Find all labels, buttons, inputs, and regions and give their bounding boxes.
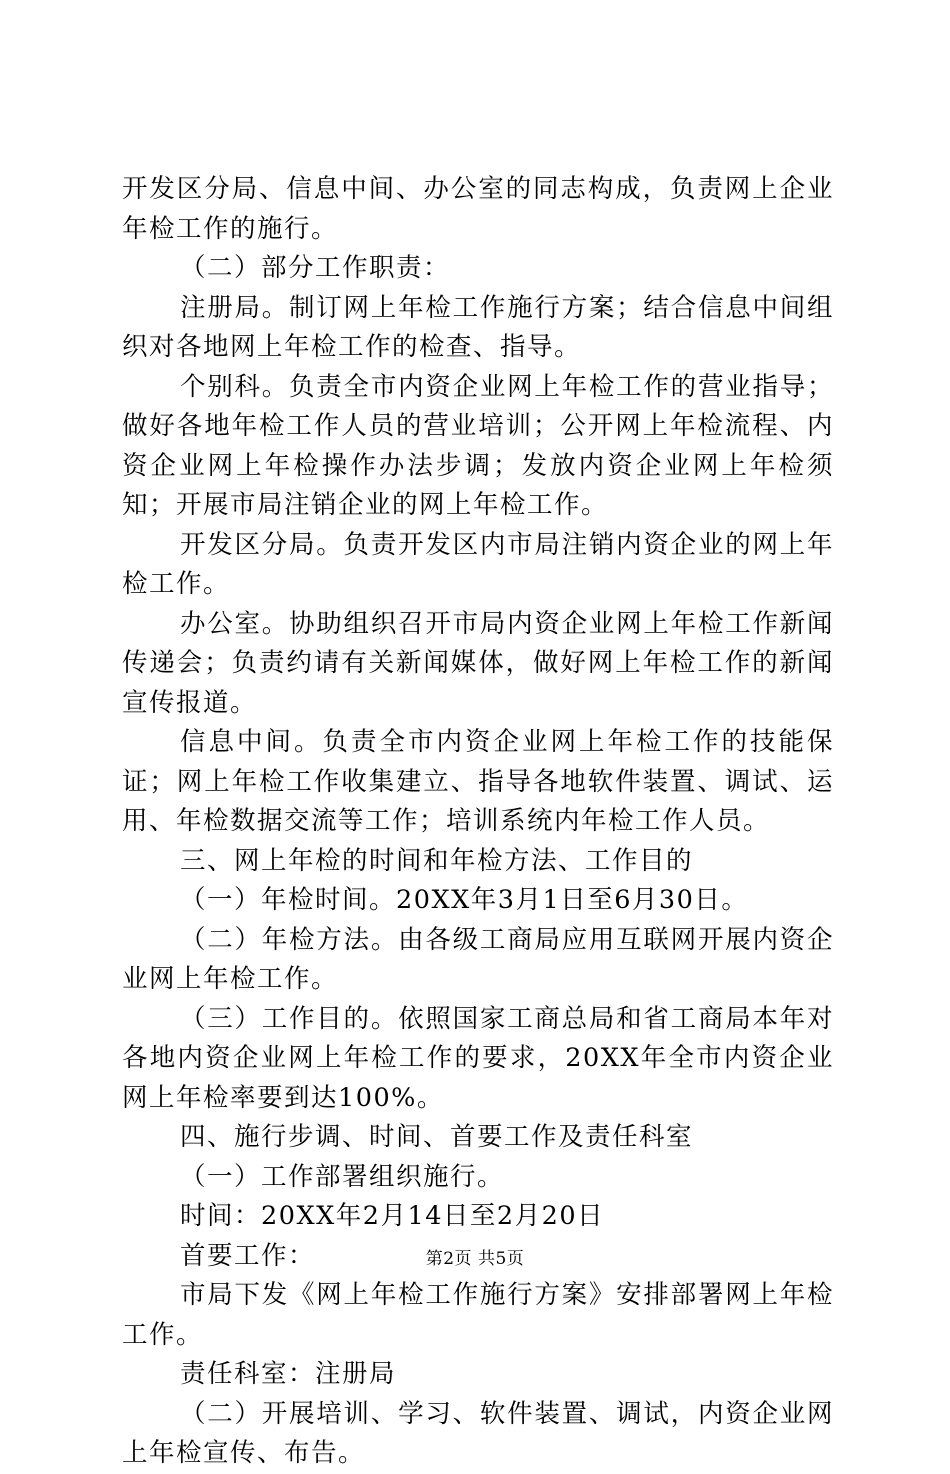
paragraph: （二）开展培训、学习、软件装置、调试，内资企业网上年检宣传、布告。: [122, 1398, 834, 1468]
paragraph: （一）年检时间。20XX年3月1日至6月30日。: [180, 885, 749, 915]
paragraph: （二）年检方法。由各级工商局应用互联网开展内资企业网上年检工作。: [122, 924, 834, 994]
paragraph: 个别科。负责全市内资企业网上年检工作的营业指导；做好各地年检工作人员的营业培训；公开网上年检流程、内资企业网上年检操作办法步调；发放内资企业网上年检须知；开展市局注销企业的网上年检工作。: [122, 371, 834, 520]
paragraph: （三）工作目的。依照国家工商总局和省工商局本年对各地内资企业网上年检工作的要求，20XX年全市内资企业网上年检率要到达100%。: [122, 1003, 834, 1113]
paragraph: 开发区分局。负责开发区内市局注销内资企业的网上年检工作。: [122, 529, 834, 599]
paragraph: 开发区分局、信息中间、办公室的同志构成，负责网上企业年检工作的施行。: [122, 174, 834, 244]
paragraph: 首要工作：: [180, 1240, 316, 1271]
paragraph: 责任科室：注册局: [180, 1359, 397, 1389]
paragraph: 市局下发《网上年检工作施行方案》安排部署网上年检工作。: [122, 1280, 834, 1350]
document-body: [122, 170, 834, 1474]
page-number-footer: 第2页 共5页: [425, 1249, 525, 1269]
paragraph: 时间：20XX年2月14日至2月20日: [180, 1201, 605, 1231]
paragraph: （二）部分工作职责：: [180, 253, 451, 283]
section-heading: 四、施行步调、时间、首要工作及责任科室: [180, 1122, 694, 1152]
paragraph: （一）工作部署组织施行。: [180, 1161, 505, 1192]
paragraph: 信息中间。负责全市内资企业网上年检工作的技能保证；网上年检工作收集建立、指导各地软件装置、调试、运用、年检数据交流等工作；培训系统内年检工作人员。: [122, 727, 834, 836]
paragraph: 注册局。制订网上年检工作施行方案；结合信息中间组织对各地网上年检工作的检查、指导。: [122, 292, 834, 362]
section-heading: 三、网上年检的时间和年检方法、工作目的: [180, 845, 694, 876]
paragraph: 办公室。协助组织召开市局内资企业网上年检工作新闻传递会；负责约请有关新闻媒体，做好网上年检工作的新闻宣传报道。: [122, 608, 834, 718]
